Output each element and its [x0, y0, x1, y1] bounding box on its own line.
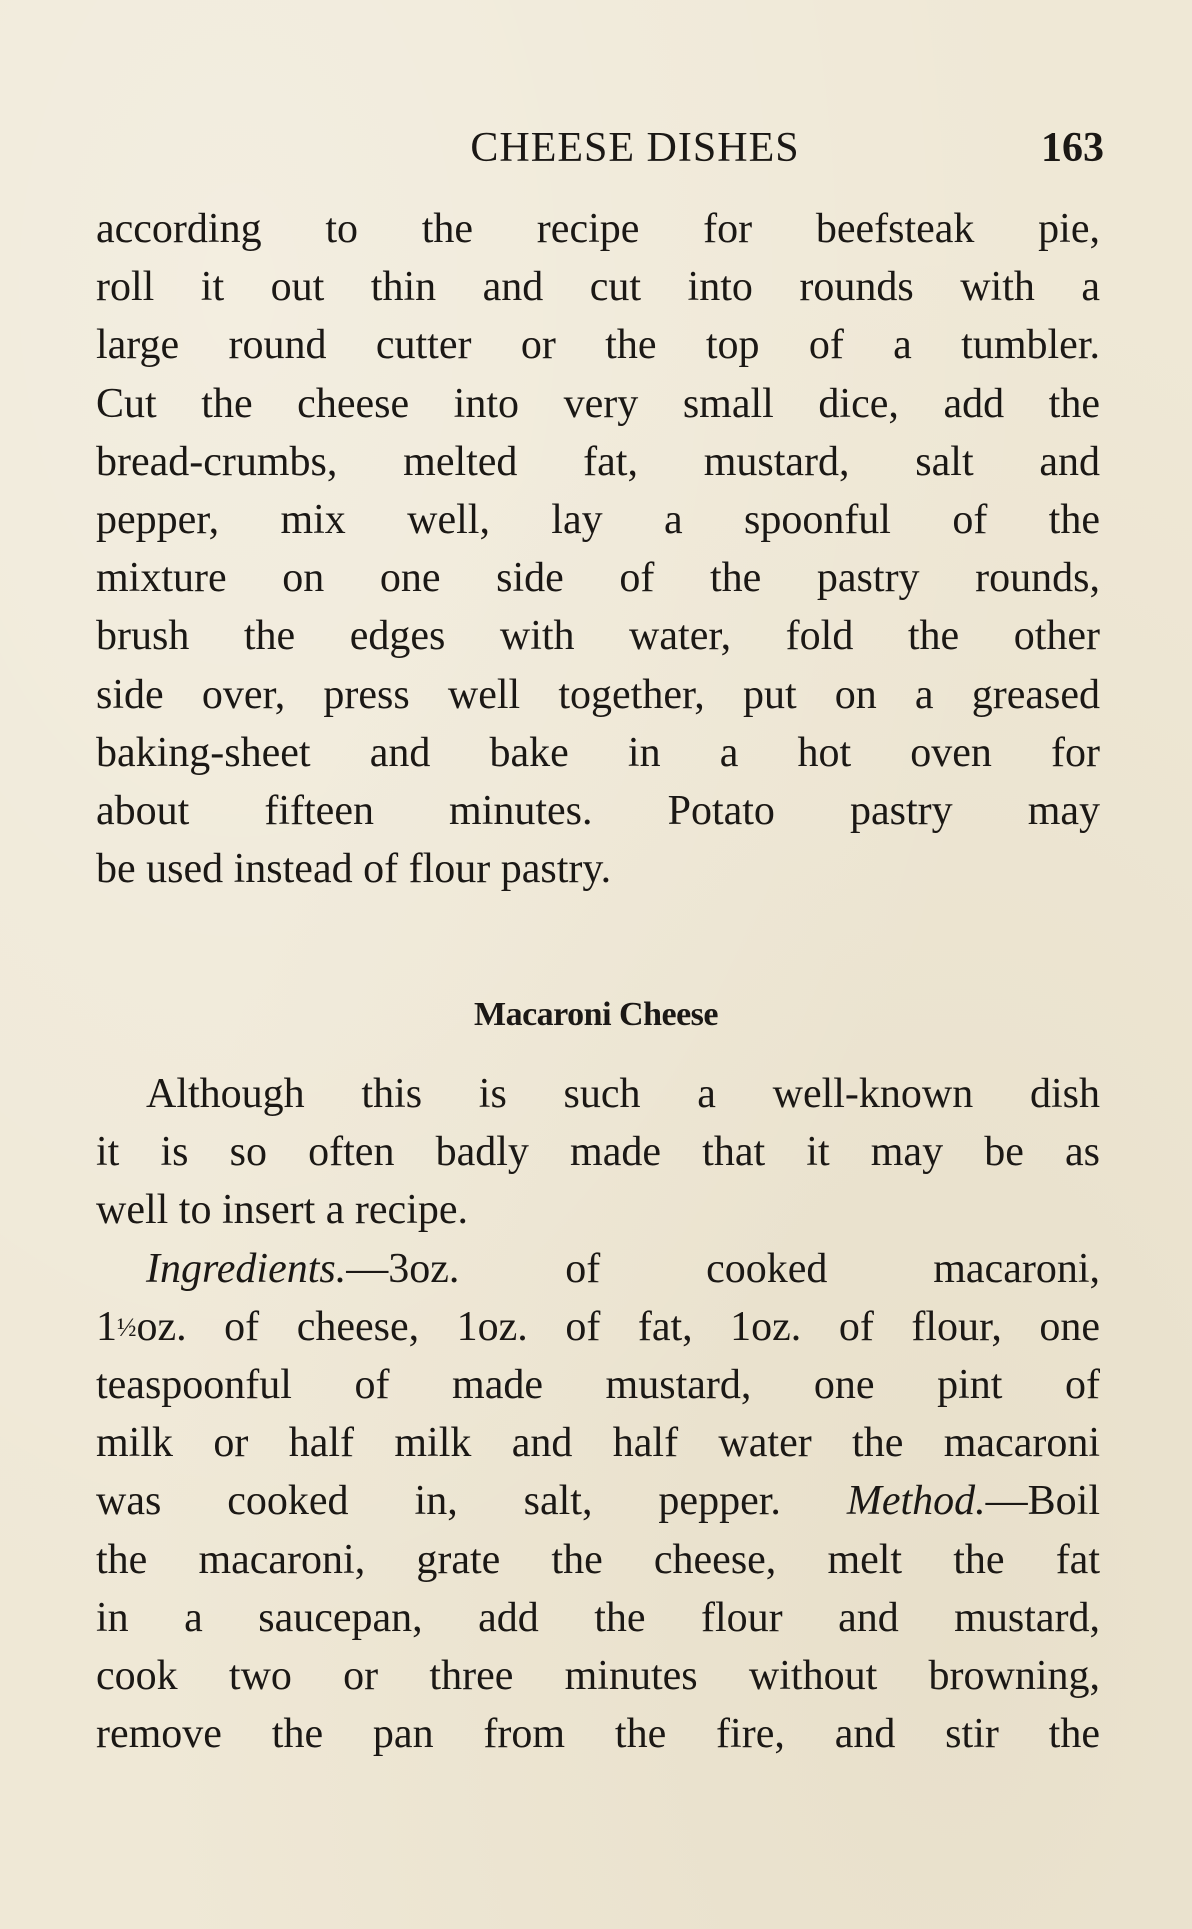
running-head — [96, 118, 1104, 178]
recipe-text — [96, 1065, 1100, 1763]
intro-line: it is so often badly made that it may be as — [96, 1129, 1100, 1176]
ingredients-line: milk or half milk and half water the macaroni — [96, 1420, 1100, 1467]
text-line: large round cutter or the top of a tumbler. — [96, 322, 1100, 369]
ingredients-text: was cooked in, salt, pepper. — [96, 1478, 847, 1525]
ingredients-line — [96, 1298, 1100, 1356]
continuation-paragraph — [96, 200, 1100, 898]
method-line: cook two or three minutes without browning, — [96, 1652, 1100, 1699]
method-label: Method. — [846, 1478, 986, 1525]
text-line: bread-crumbs, melted fat, mustard, salt and — [96, 438, 1100, 485]
text-line: brush the edges with water, fold the other — [96, 613, 1100, 660]
text-line: Cut the cheese into very small dice, add the — [96, 380, 1100, 427]
text-line: mixture on one side of the pastry rounds, — [96, 555, 1100, 602]
intro-line: Although this is such a well-known dish — [146, 1071, 1100, 1117]
running-title: CHEESE DISHES — [470, 125, 800, 171]
method-text: —Boil — [985, 1478, 1100, 1525]
ingredients-text: oz. of cheese, 1oz. of fat, 1oz. of flour, one — [136, 1303, 1100, 1350]
ingredients-line: teaspoonful of made mustard, one pint of — [96, 1361, 1100, 1408]
ingredients-line — [96, 1240, 1100, 1298]
quantity-fraction: ½ — [117, 1312, 137, 1342]
section-heading: Macaroni Cheese — [474, 996, 718, 1033]
text-line: pepper, mix well, lay a spoonful of the — [96, 496, 1100, 543]
method-line: remove the pan from the fire, and stir the — [96, 1711, 1100, 1758]
text-line: roll it out thin and cut into rounds with a — [96, 264, 1100, 311]
ingredients-text: —3oz. of cooked macaroni, — [346, 1245, 1100, 1292]
method-line: in a saucepan, add the flour and mustard, — [96, 1594, 1100, 1641]
text-line: according to the recipe for beefsteak pie, — [96, 206, 1100, 252]
method-line: the macaroni, grate the cheese, melt the fat — [96, 1536, 1100, 1583]
quantity-whole: 1 — [96, 1303, 117, 1350]
intro-line: well to insert a recipe. — [96, 1187, 469, 1234]
text-line: baking-sheet and bake in a hot oven for — [96, 729, 1100, 776]
page-number: 163 — [1041, 125, 1104, 171]
text-line: be used instead of flour pastry. — [96, 846, 612, 893]
text-line: side over, press well together, put on a greased — [96, 671, 1100, 718]
text-line: about fifteen minutes. Potato pastry may — [96, 787, 1100, 834]
ingredients-line — [96, 1472, 1100, 1530]
ingredients-label: Ingredients. — [146, 1245, 347, 1292]
